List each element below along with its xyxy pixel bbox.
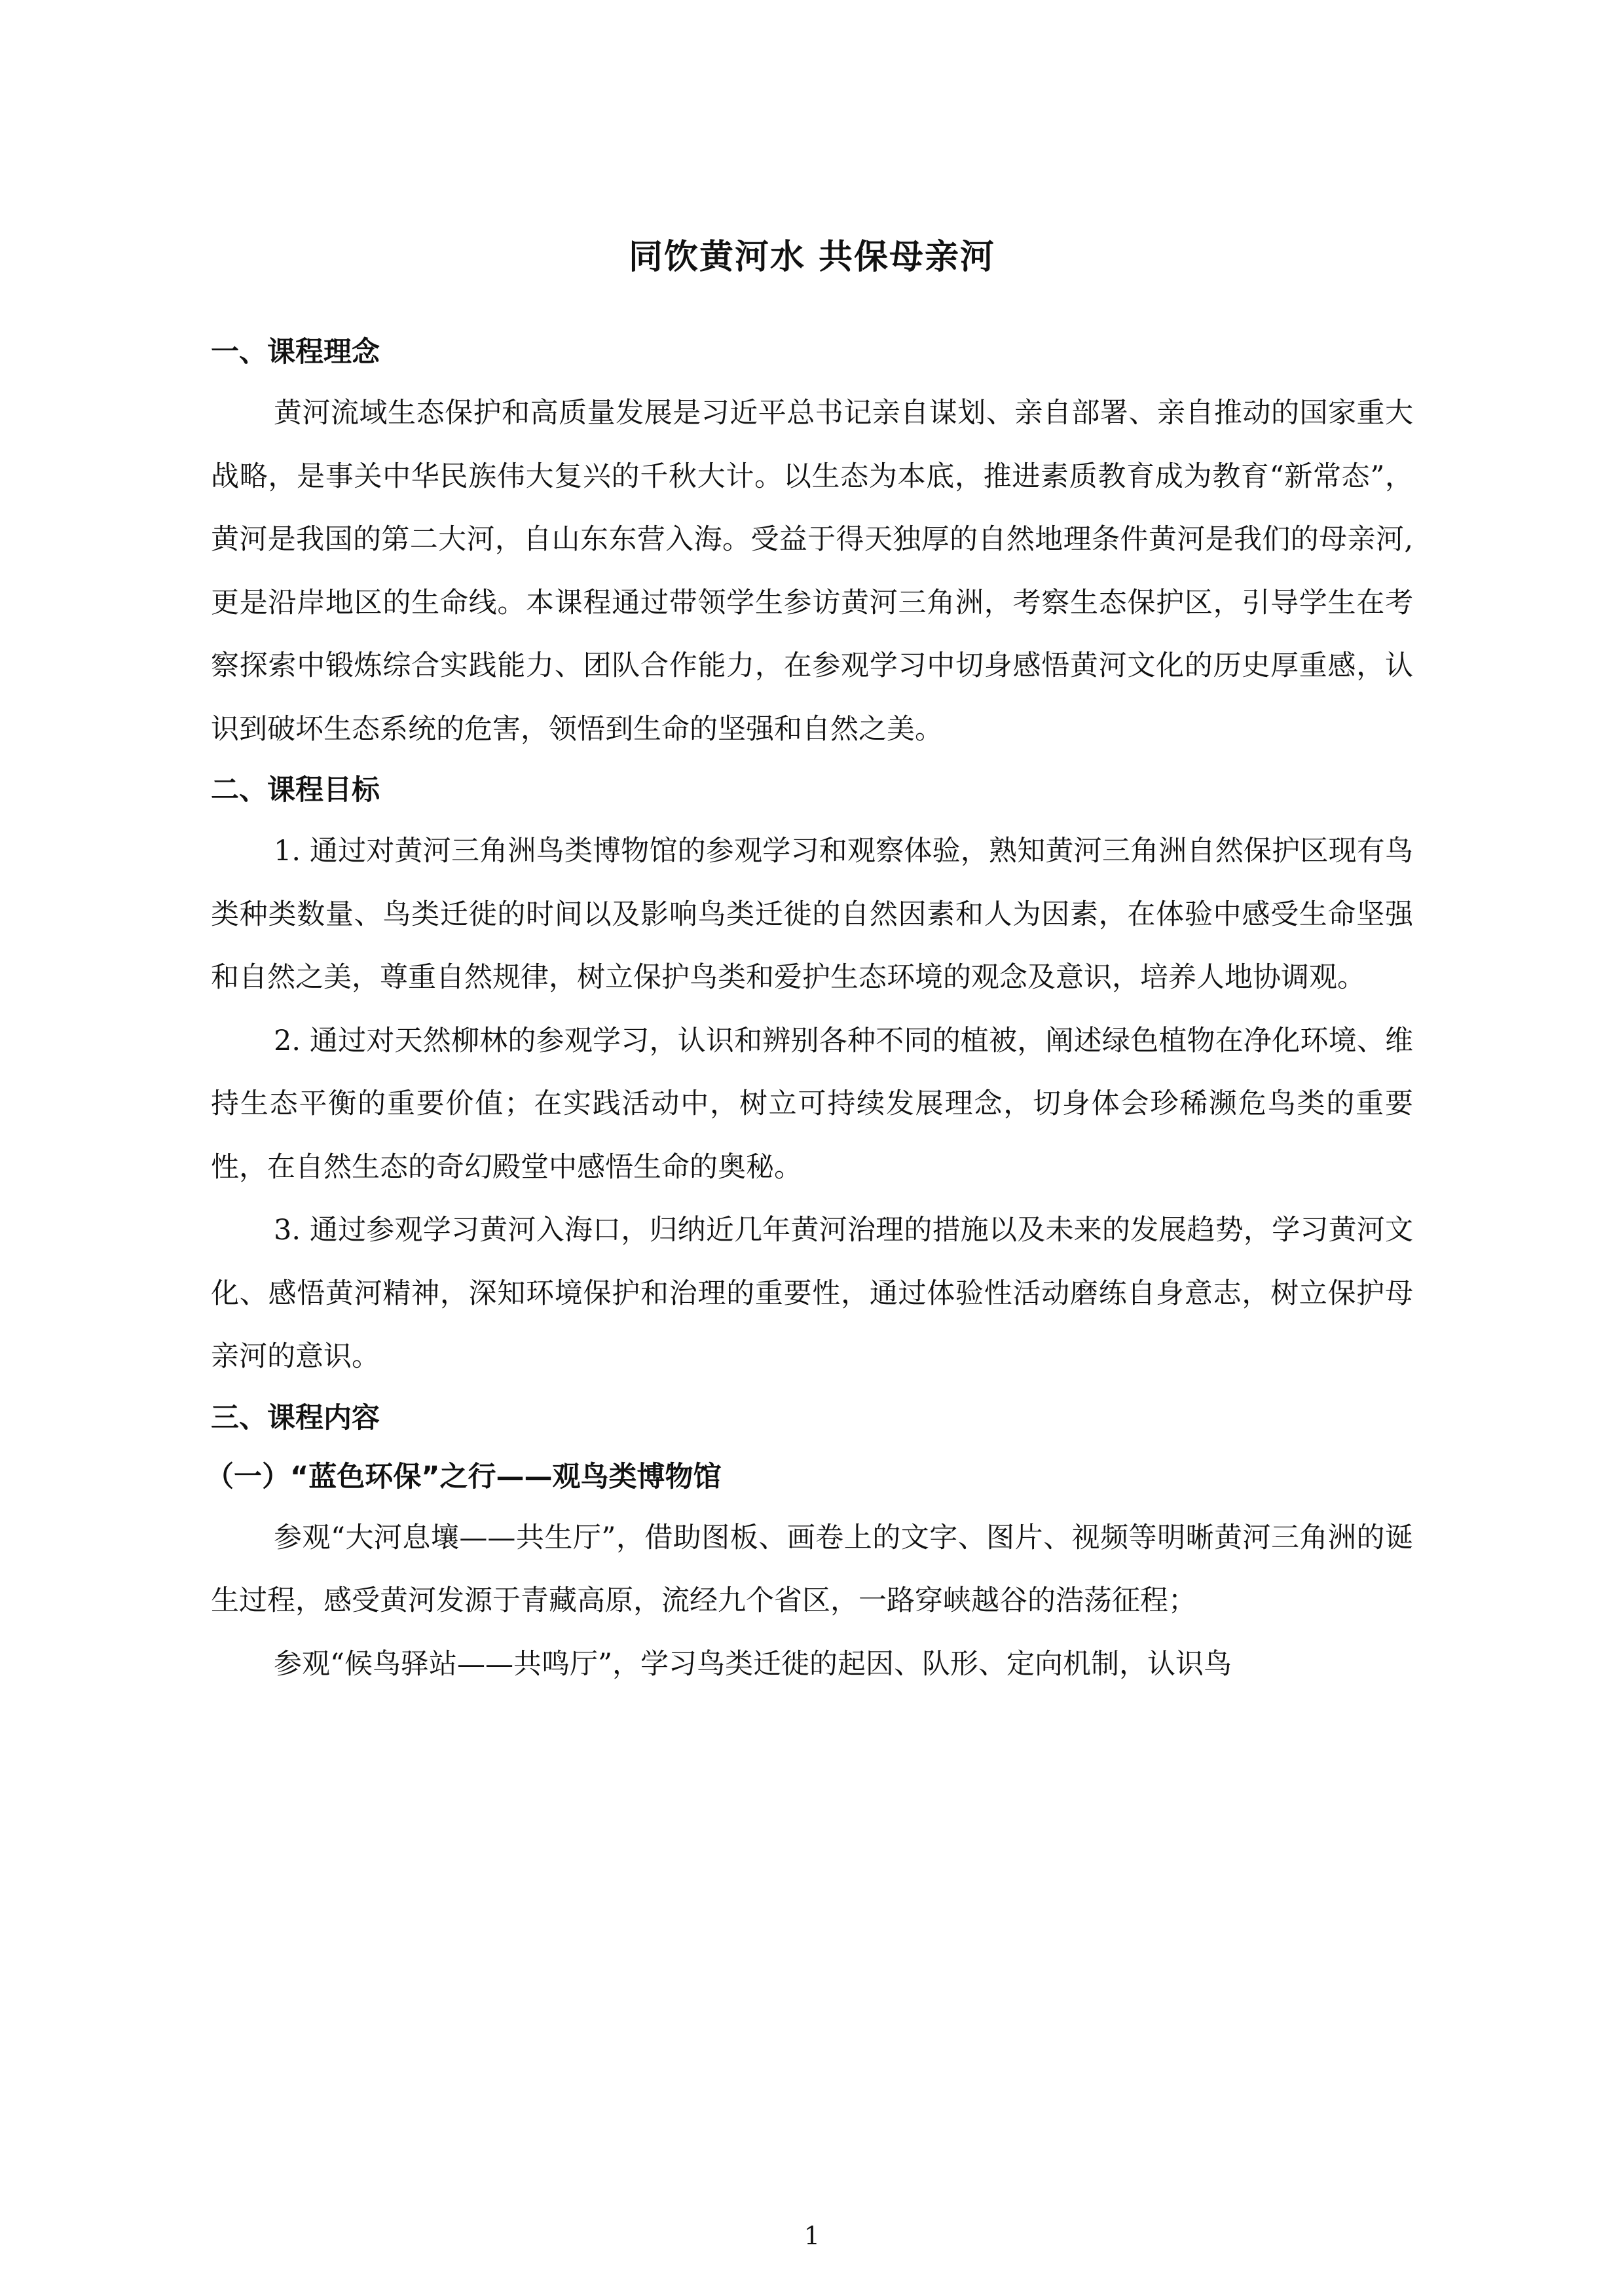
page-number: 1 — [803, 2221, 821, 2250]
section-heading-course-content: 三、课程内容 — [211, 1401, 380, 1434]
paragraph-objective-2: 2. 通过对天然柳林的参观学习，认识和辨别各种不同的植被，阐述绿色植物在净化环境、维持生态平衡的重要价值；在实践活动中，树立可持续发展理念，切身体会珍稀濒危鸟类的重要性，在自然生态的奇幻殿堂中感悟生命的奥秘。 — [211, 1024, 1413, 1184]
section-heading-course-philosophy: 一、课程理念 — [211, 336, 380, 369]
subheading-bird-museum: （一）“蓝色环保”之行——观鸟类博物馆 — [206, 1460, 722, 1493]
paragraph-course-philosophy: 黄河流域生态保护和高质量发展是习近平总书记亲自谋划、亲自部署、亲自推动的国家重大战略，是事关中华民族伟大复兴的千秋大计。以生态为本底，推进素质教育成为教育“新常态”，黄河是我国的第二大河，自山东东营入海。受益于得天独厚的自然地理条件黄河是我们的母亲河,更是沿岸地区的生命线。本课程通过带领学生参访黄河三角洲，考察生态保护区，引导学生在考察探索中锻炼综合实践能力、团队合作能力，在参观学习中切身感悟黄河文化的历史厚重感，认识到破坏生态系统的危害，领悟到生命的坚强和自然之美。 — [211, 397, 1413, 746]
paragraph-objective-3: 3. 通过参观学习黄河入海口，归纳近几年黄河治理的措施以及未来的发展趋势，学习黄河文化、感悟黄河精神，深知环境保护和治理的重要性，通过体验性活动磨练自身意志，树立保护母亲河的意识。 — [211, 1214, 1413, 1373]
page-content — [206, 232, 1413, 1696]
paragraph-content-1: 参观“大河息壤——共生厅”，借助图板、画卷上的文字、图片、视频等明晰黄河三角洲的诞生过程，感受黄河发源于青藏高原，流经九个省区，一路穿峡越谷的浩荡征程； — [211, 1521, 1413, 1617]
paragraph-content-2: 参观“候鸟驿站——共鸣厅”，学习鸟类迁徙的起因、队形、定向机制，认识鸟 — [274, 1647, 1232, 1681]
document-title: 同饮黄河水 共保母亲河 — [628, 238, 996, 277]
paragraph-objective-1: 1. 通过对黄河三角洲鸟类博物馆的参观学习和观察体验，熟知黄河三角洲自然保护区现有鸟类种类数量、鸟类迁徙的时间以及影响鸟类迁徙的自然因素和人为因素，在体验中感受生命坚强和自然之美，尊重自然规律，树立保护鸟类和爱护生态环境的观念及意识，培养人地协调观。 — [211, 835, 1413, 994]
section-heading-course-objectives: 二、课程目标 — [211, 774, 380, 807]
